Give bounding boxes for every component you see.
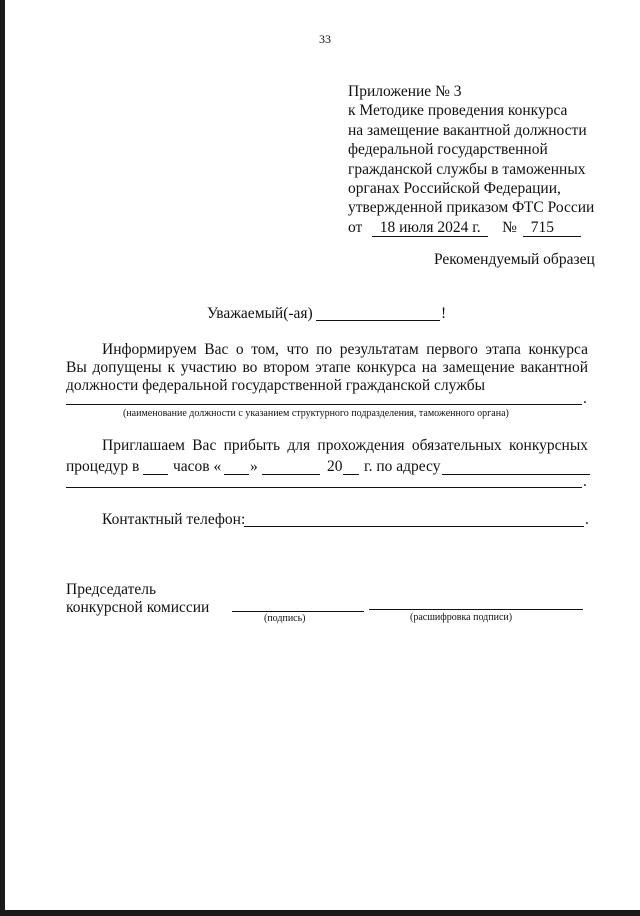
appendix-line-4: федеральной государственной bbox=[348, 141, 548, 159]
appendix-line-7: утвержденной приказом ФТС России bbox=[348, 199, 595, 217]
contact-end-dot: . bbox=[585, 511, 589, 528]
appendix-line-5: гражданской службы в таможенных bbox=[348, 160, 586, 178]
position-blank bbox=[66, 404, 582, 405]
appendix-line-3: на замещение вакантной должности bbox=[348, 121, 587, 139]
address-blank-2 bbox=[66, 487, 582, 488]
signature-caption: (подпись) bbox=[264, 613, 306, 624]
greeting-text: Уважаемый(-ая) bbox=[207, 305, 313, 322]
hour-blank bbox=[143, 474, 168, 475]
contact-blank bbox=[244, 526, 584, 527]
paragraph1-line1: Информируем Вас о том, что по результатам первого этапа конкурса bbox=[102, 341, 588, 358]
year-prefix: 20 bbox=[327, 458, 343, 475]
appendix-line-6: органах Российской Федерации, bbox=[348, 180, 561, 198]
address-label: г. по адресу bbox=[364, 458, 441, 475]
recommended-sample: Рекомендуемый образец bbox=[434, 251, 595, 268]
hours-label: часов « bbox=[173, 458, 222, 475]
contact-label: Контактный телефон: bbox=[102, 511, 246, 528]
page-number: 33 bbox=[319, 32, 331, 46]
appendix-date-line bbox=[348, 218, 594, 237]
position-end-dot: . bbox=[583, 390, 587, 407]
month-blank bbox=[262, 474, 320, 475]
day-blank bbox=[224, 474, 249, 475]
number-label: № bbox=[502, 218, 517, 236]
chairman-line2: конкурсной комиссии bbox=[66, 599, 210, 616]
year-blank bbox=[343, 474, 359, 475]
paragraph2-line1: Приглашаем Вас прибыть для прохождения обязательных конкурсных bbox=[102, 437, 588, 454]
signature-decode-blank bbox=[369, 609, 583, 610]
from-label: от bbox=[348, 218, 363, 236]
scan-edge-bottom bbox=[0, 910, 640, 916]
chairman-line1: Председатель bbox=[66, 581, 157, 598]
paragraph1-line3: должности федеральной государственной гражданской службы bbox=[66, 377, 486, 394]
appendix-line-1: Приложение № 3 bbox=[348, 83, 462, 100]
signature-decode-caption: (расшифровка подписи) bbox=[410, 612, 513, 623]
paragraph1-line2: Вы допущены к участию во втором этапе конкурса на замещение вакантной bbox=[66, 359, 588, 376]
signature-blank bbox=[232, 611, 364, 612]
address-blank-1 bbox=[442, 474, 590, 475]
appendix-line-2: к Методике проведения конкурса bbox=[348, 102, 568, 120]
appendix-block bbox=[348, 82, 594, 237]
position-caption: (наименование должности с указанием структурного подразделения, таможенного органа) bbox=[123, 408, 509, 419]
procedure-label: процедур в bbox=[66, 458, 140, 475]
greeting-exclaim: ! bbox=[441, 305, 447, 322]
addressee-blank bbox=[316, 320, 440, 321]
order-date: 18 июля 2024 г. bbox=[372, 220, 488, 237]
scan-edge-left bbox=[0, 0, 5, 916]
close-quote: » bbox=[250, 458, 258, 475]
order-number: 715 bbox=[523, 220, 581, 237]
address-end-dot: . bbox=[583, 473, 587, 490]
